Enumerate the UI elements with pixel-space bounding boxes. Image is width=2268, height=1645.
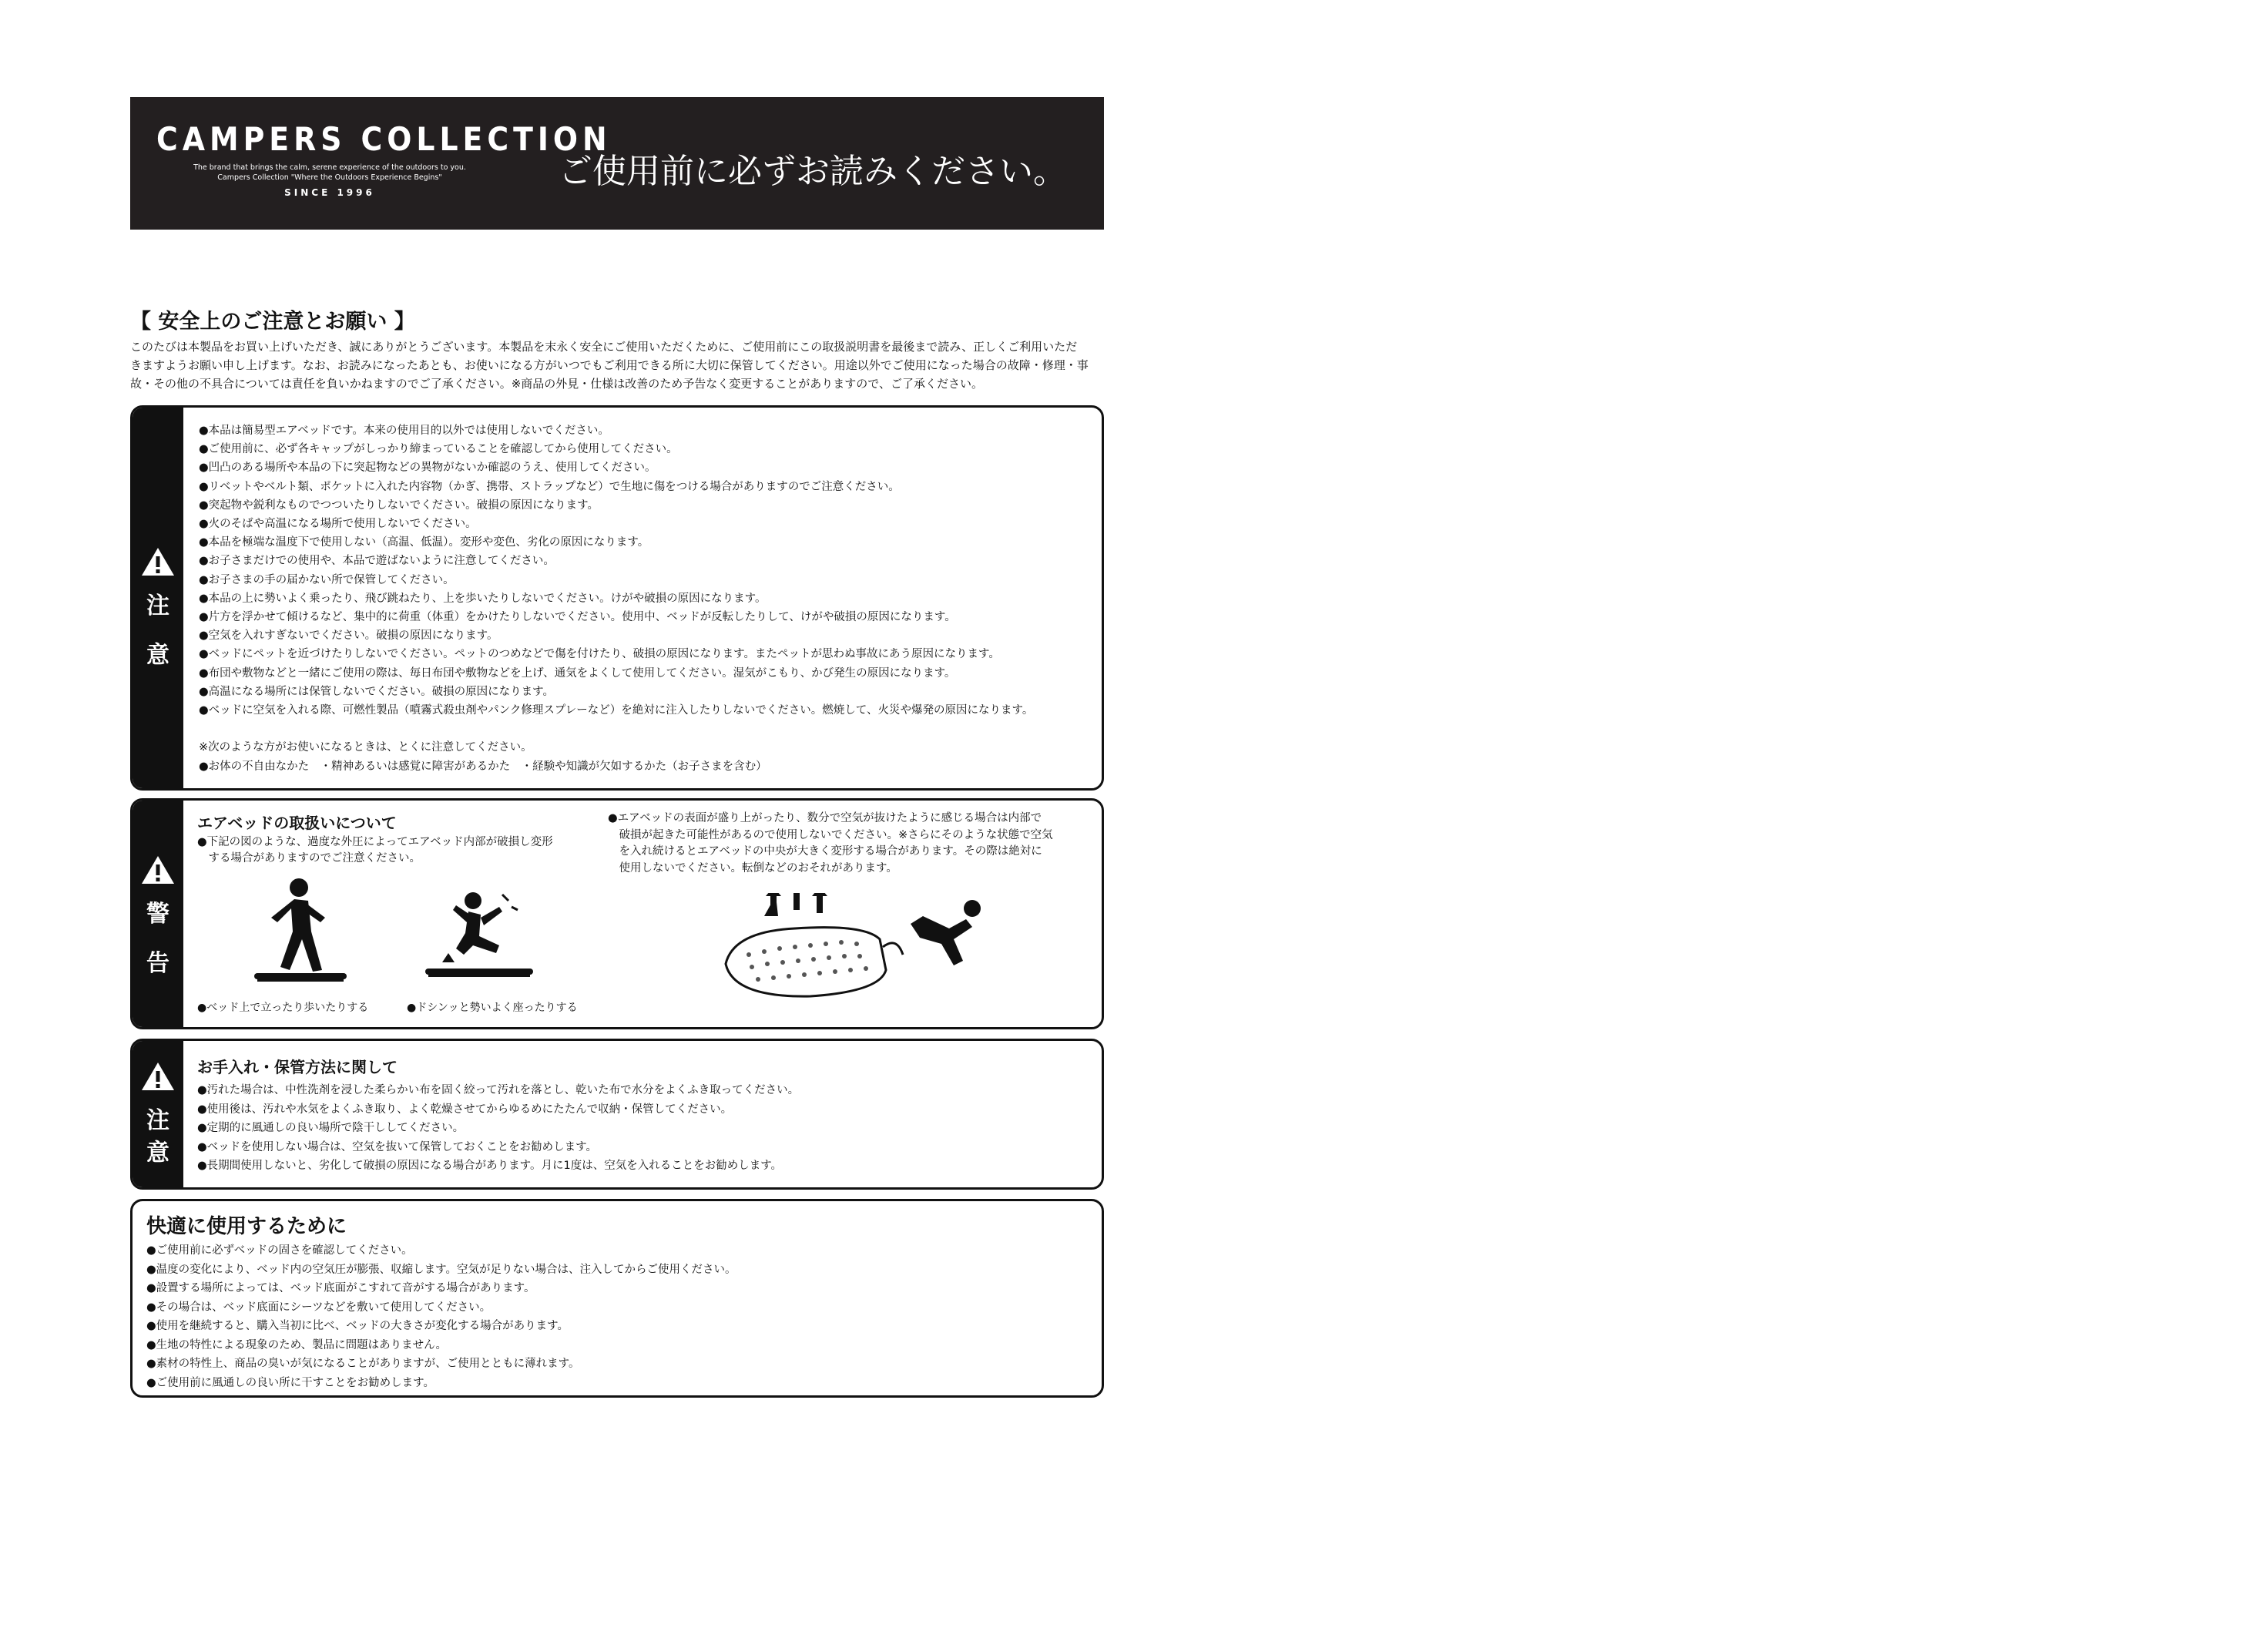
list-item: ●設置する場所によっては、ベッド底面がこすれて音がする場合があります。 (146, 1282, 535, 1294)
caution-sidebar (133, 408, 183, 788)
care-label-2: 意 (146, 1140, 169, 1167)
list-item: ●ベッドを使用しない場合は、空気を抜いて保管しておくことをお勧めします。 (197, 1140, 597, 1153)
warning-label-2: 告 (146, 950, 169, 977)
list-item: ●使用を継続すると、購入当初に比べ、ベッドの大きさが変化する場合があります。 (146, 1320, 569, 1332)
dropping-on-bed-illustration (425, 891, 533, 984)
list-note: ※次のような方がお使いになるときは、とくに注意してください。 (199, 741, 532, 754)
list-item: ●ご使用前に風通しの良い所に干すことをお勧めします。 (146, 1376, 434, 1389)
caution-label-1: 注 (146, 593, 169, 619)
list-item: ●片方を浮かせて傾けるなど、集中的に荷重（体重）をかけたりしないでください。使用中、ベッドが反転したりして、けがや破損の原因になります。 (199, 611, 956, 624)
caution-list (199, 421, 1086, 776)
warning-right-text (608, 811, 1053, 877)
warning-triangle-icon (140, 854, 176, 885)
caption-standing: ●ベッド上で立ったり歩いたりする (197, 1002, 369, 1014)
care-list (197, 1081, 799, 1176)
intro-line: きますようお願い申し上げます。なお、お読みになったあとも、お使いになる方がいつでもご利用できる所に大切に保管してください。用途以外でご使用になった場合の故障・修理・事 (130, 358, 1089, 372)
list-item: ●お子さまだけでの使用や、本品で遊ばないように注意してください。 (199, 555, 555, 568)
list-item: ●ベッドにペットを近づけたりしないでください。ペットのつめなどで傷を付けたり、破損の原因になります。またペットが思わぬ事故にあう原因になります。 (199, 648, 1000, 661)
caution-label-2: 意 (146, 642, 169, 669)
deformed-bed-illustration (718, 893, 1011, 1005)
intro-line: 故・その他の不具合については責任を負いかねますのでご了承ください。※商品の外見・仕様は改善のため予告なく変更することがありますので、ご了承ください。 (130, 377, 983, 391)
list-item: ●空気を入れすぎないでください。破損の原因になります。 (199, 629, 498, 643)
care-box (130, 1039, 1104, 1190)
warning-title: エアベッドの取扱いについて (197, 814, 397, 832)
text-line: を入れ続けるとエアベッドの中央が大きく変形する場合があります。その際は絶対に (608, 845, 1042, 858)
list-item: ●定期的に風通しの良い場所で陰干ししてください。 (197, 1122, 465, 1134)
header-banner (130, 97, 1104, 230)
list-item: ●布団や敷物などと一緒にご使用の際は、毎日布団や敷物などを上げ、通気をよくして使用してください。湿気がこもり、かび発生の原因になります。 (199, 666, 956, 680)
list-item: ●ご使用前に必ずベッドの固さを確認してください。 (146, 1244, 413, 1257)
list-item: ●使用後は、汚れや水気をよくふき取り、よく乾燥させてからゆるめにたたんで収納・保管してください。 (197, 1103, 733, 1116)
care-label-1: 注 (146, 1107, 169, 1134)
warning-triangle-icon (140, 1061, 176, 1092)
list-item: ●お体の不自由なかた ・精神あるいは感覚に障害があるかた ・経験や知識が欠如するかた（お子さまを含む） (199, 760, 767, 773)
brand-tagline: The brand that brings the calm, serene experience of the outdoors to you. Campers Collection "Where the Outdoors Experience Begins" (193, 163, 466, 182)
warning-label-1: 警 (146, 901, 169, 928)
warning-sidebar (133, 801, 183, 1027)
text-line: する場合がありますのでご注意ください。 (197, 852, 421, 864)
warning-triangle-icon (140, 546, 176, 577)
list-item: ●本品の上に勢いよく乗ったり、飛び跳ねたり、上を歩いたりしないでください。けがや破損の原因になります。 (199, 592, 767, 605)
list-item: ●本品は簡易型エアベッドです。本来の使用目的以外では使用しないでください。 (199, 425, 609, 437)
list-item: ●その場合は、ベッド底面にシーツなどを敷いて使用してください。 (146, 1301, 492, 1314)
text-line: 使用しないでください。転倒などのおそれがあります。 (608, 861, 897, 875)
text-line: ●エアベッドの表面が盛り上がったり、数分で空気が抜けたように感じる場合は内部で (608, 812, 1042, 824)
list-item: ●突起物や鋭利なものでつついたりしないでください。破損の原因になります。 (199, 499, 599, 512)
list-item: ●汚れた場合は、中性洗剤を浸した柔らかい布を固く絞って汚れを落とし、乾いた布で水分をよくふき取ってください。 (197, 1084, 800, 1096)
comfort-list (146, 1241, 736, 1392)
safety-intro (130, 337, 1107, 393)
list-item: ●お子さまの手の届かない所で保管してください。 (199, 573, 455, 586)
comfort-title: 快適に使用するために (146, 1215, 347, 1238)
list-item: ●ベッドに空気を入れる際、可燃性製品（噴霧式殺虫剤やパンク修理スプレーなど）を絶対に注入したりしないでください。燃焼して、火災や爆発の原因になります。 (199, 704, 1034, 717)
list-item: ●本品を極端な温度下で使用しない（高温、低温）。変形や変色、劣化の原因になります。 (199, 536, 649, 549)
caution-box (130, 405, 1104, 791)
list-item: ●高温になる場所には保管しないでください。破損の原因になります。 (199, 685, 554, 698)
care-sidebar (133, 1041, 183, 1187)
safety-heading: 【 安全上のご注意とお願い 】 (130, 310, 415, 334)
brand-name: CAMPERS COLLECTION (156, 120, 612, 158)
warning-box (130, 798, 1104, 1029)
text-line: ●下記の図のような、過度な外圧によってエアベッド内部が破損し変形 (197, 836, 553, 848)
page-title: ご使用前に必ずお読みください。 (559, 152, 1067, 191)
spacer (199, 720, 1086, 738)
brand-logo (156, 120, 612, 198)
brand-since: SINCE 1996 (284, 187, 375, 198)
caption-dropping: ●ドシンッと勢いよく座ったりする (407, 1002, 578, 1014)
list-item: ●凹凸のある場所や本品の下に突起物などの異物がないか確認のうえ、使用してください。 (199, 462, 656, 475)
list-item: ●素材の特性上、商品の臭いが気になることがありますが、ご使用とともに薄れます。 (146, 1358, 580, 1370)
list-item: ●温度の変化により、ベッド内の空気圧が膨張、収縮します。空気が足りない場合は、注入してからご使用ください。 (146, 1263, 736, 1276)
text-line: 破損が起きた可能性があるので使用しないでください。※さらにそのような状態で空気 (608, 828, 1053, 841)
list-item: ●生地の特性による現象のため、製品に問題はありません。 (146, 1338, 447, 1351)
list-item: ●長期間使用しないと、劣化して破損の原因になる場合があります。月に1度は、空気を入れることをお勧めします。 (197, 1160, 783, 1172)
care-title: お手入れ・保管方法に関して (197, 1058, 398, 1076)
list-item: ●リベットやベルト類、ポケットに入れた内容物（かぎ、携帯、ストラップなど）で生地に傷をつける場合がありますのでご注意ください。 (199, 480, 900, 493)
comfort-box (130, 1199, 1104, 1398)
intro-line: このたびは本製品をお買い上げいただき、誠にありがとうございます。本製品を末永く安全にご使用いただくために、ご使用前にこの取扱説明書を最後まで読み、正しくご利用いただ (130, 340, 1078, 354)
list-item: ●ご使用前に、必ず各キャップがしっかり締まっていることを確認してから使用してください。 (199, 443, 678, 456)
warning-left-text (197, 834, 553, 867)
standing-on-bed-illustration (254, 878, 347, 982)
list-item: ●火のそばや高温になる場所で使用しないでください。 (199, 518, 477, 531)
